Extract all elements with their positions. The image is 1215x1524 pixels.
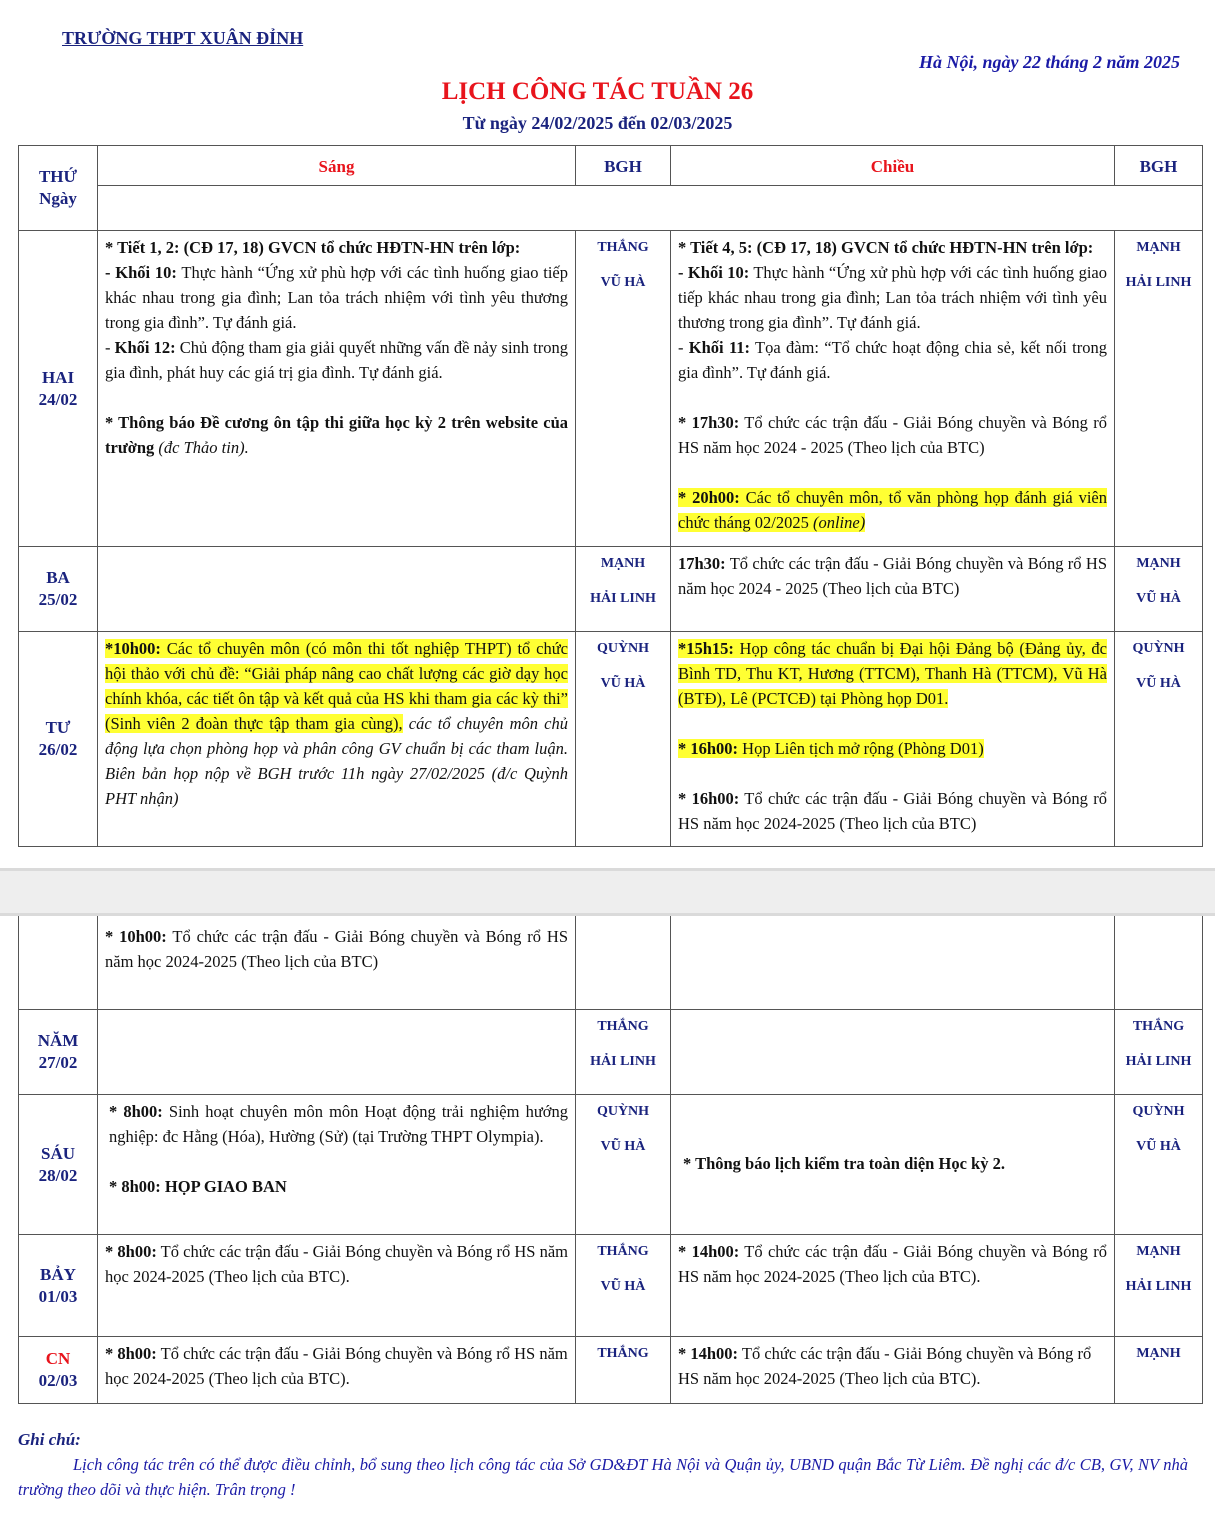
sat-m1-label: * 8h00: [105,1242,157,1261]
bgh-name: VŨ HÀ [600,1279,646,1294]
fri-morning [97,1094,576,1235]
mon-bgh-afternoon [1114,230,1203,547]
bgh-name: THẮNG [1132,1019,1185,1034]
fri-m2: * 8h00: HỌP GIAO BAN [109,1177,287,1196]
day-name: TƯ [45,718,71,737]
tue-bgh-afternoon [1114,546,1203,632]
wed-m2-label: * 10h00: [105,927,167,946]
fri-afternoon [670,1094,1115,1235]
mon-afternoon [670,230,1115,547]
header-bgh-morning: BGH [575,145,671,186]
bgh-name: HẢI LINH [1125,275,1192,290]
bgh-name: VŨ HÀ [600,676,646,691]
day-sat [18,1234,98,1337]
mon-a4: Tổ chức các trận đấu - Giải Bóng chuyền và Bóng rổ HS năm học 2024 - 2025 (Theo lịch của BTC) [678,413,1107,457]
bgh-name: QUỲNH [596,1104,650,1119]
day-date: 24/02 [38,389,78,409]
page-subtitle: Từ ngày 24/02/2025 đến 02/03/2025 [462,113,733,133]
day-fri [18,1094,98,1235]
wed-afternoon [670,631,1115,847]
mon-m3-dash: - [105,338,115,357]
mon-m3-label: Khối 12: [114,338,176,357]
bgh-name: HẢI LINH [1125,1279,1192,1294]
wed-cont-bgh-morning [575,916,671,1010]
sun-morning [97,1336,576,1404]
mon-a4-label: * 17h30: [678,413,740,432]
wed-m1-note: các tổ chuyên môn chủ động lựa chọn phòng họp và phân công GV chuẩn bị các tham luận. Biên bản họp nộp về BGH trước 11h ngày 27/02/2025 (đ/c Quỳnh PHT nhận) [105,714,568,808]
wed-a2: Họp Liên tịch mở rộng (Phòng D01) [738,739,984,758]
mon-a5: Các tổ chuyên môn, tổ văn phòng họp đánh giá viên chức tháng 02/2025 [678,488,1108,532]
day-tue [18,546,98,632]
wed-m2: Tổ chức các trận đấu - Giải Bóng chuyền và Bóng rổ HS năm học 2024-2025 (Theo lịch của BTC) [105,927,569,971]
bgh-name: MẠNH [600,556,646,571]
bgh-name: MẠNH [1136,1244,1181,1259]
bgh-name: VŨ HÀ [1136,676,1181,691]
bgh-name: VŨ HÀ [600,275,646,290]
wed-bgh-afternoon [1114,631,1203,847]
header-day-label: THỨ [38,167,78,186]
wed-a3: Tổ chức các trận đấu - Giải Bóng chuyền và Bóng rổ HS năm học 2024-2025 (Theo lịch của BTC) [678,789,1107,833]
wed-bgh-morning [575,631,671,847]
sat-m1: Tổ chức các trận đấu - Giải Bóng chuyền và Bóng rổ HS năm học 2024-2025 (Theo lịch của BTC). [105,1242,569,1286]
school-name: TRƯỜNG THPT XUÂN ĐỈNH [62,28,304,48]
thu-bgh-afternoon [1114,1009,1203,1095]
day-date: 25/02 [38,590,78,609]
sat-bgh-morning [575,1234,671,1337]
mon-a2: Thực hành “Ứng xử phù hợp với các tình huống giao tiếp khác nhau trong gia đình; Lan tỏa trách nhiệm với tình yêu thương trong gia đình”. Tự đánh giá. [678,263,1107,332]
wed-m1-label: *10h00: [105,639,161,658]
day-name: SÁU [40,1143,75,1163]
page-break [0,868,1215,916]
sun-bgh-afternoon [1114,1336,1203,1404]
bgh-name: THẮNG [597,1346,649,1361]
bgh-name: THẮNG [597,240,649,255]
mon-m4-note: (đc Thảo tin). [154,438,249,457]
mon-bgh-morning [575,230,671,547]
bgh-name: VŨ HÀ [600,1139,646,1154]
wed-morning [97,631,576,847]
wed-a1: Họp công tác chuẩn bị Đại hội Đảng bộ (Đảng ủy, đc Bình TD, Thu KT, Hương (TTCM), Thanh Hà (TTCM), Vũ Hà (BTĐ), Lê (PCTCĐ) tại Phòng họp D01. [678,639,1107,708]
bgh-name: QUỲNH [1132,1104,1185,1119]
day-mon [18,230,98,547]
day-name: HAI [41,367,75,387]
wed-a1-label: *15h15: [678,639,734,658]
header-morning: Sáng [97,145,576,186]
date-line: Hà Nội, ngày 22 tháng 2 năm 2025 [918,52,1180,72]
sun-m1-label: * 8h00: [105,1344,157,1363]
sun-afternoon [670,1336,1115,1404]
day-date: 01/03 [38,1286,78,1306]
bgh-name: MẠNH [1136,240,1181,255]
wed-a2-label: * 16h00: [678,739,739,758]
bgh-name: THẮNG [597,1019,649,1034]
mon-a5-label: * 20h00: [678,488,740,507]
bgh-name: HẢI LINH [1125,1054,1192,1069]
wed-cont-bgh-afternoon [1114,916,1203,1010]
wed-a3-label: * 16h00: [678,789,740,808]
mon-m2-label: - Khối 10: [105,263,177,282]
wed-cont-afternoon [670,916,1115,1010]
bgh-name: VŨ HÀ [1136,1139,1181,1154]
day-name: NĂM [37,1031,79,1050]
mon-m4: * Thông báo Đề cương ôn tập thi giữa học kỳ 2 trên website của trường [105,413,568,457]
mon-m1: * Tiết 1, 2: (CĐ 17, 18) GVCN tổ chức HĐTN-HN trên lớp: [105,238,521,257]
day-date: 02/03 [38,1371,78,1390]
sun-a1: Tổ chức các trận đấu - Giải Bóng chuyền và Bóng rổ HS năm học 2024-2025 (Theo lịch của BTC). [678,1344,1092,1388]
header-date-label: Ngày [39,189,77,208]
day-date: 27/02 [38,1053,78,1072]
mon-a5-note: (online) [812,513,866,532]
sat-afternoon [670,1234,1115,1337]
fri-m1-label: * 8h00: [109,1102,163,1121]
day-sun [18,1336,98,1404]
bgh-name: THẮNG [597,1244,649,1259]
mon-morning [97,230,576,547]
tue-a1: Tổ chức các trận đấu - Giải Bóng chuyền và Bóng rổ HS năm học 2024 - 2025 (Theo lịch của BTC) [678,554,1107,598]
sat-a1: Tổ chức các trận đấu - Giải Bóng chuyền và Bóng rổ HS năm học 2024-2025 (Theo lịch của BTC). [678,1242,1107,1286]
thu-morning [97,1009,576,1095]
header-afternoon: Chiều [670,145,1115,186]
mon-a2-label: - Khối 10: [678,263,750,282]
day-date: 28/02 [38,1165,78,1185]
fri-m1: Sinh hoạt chuyên môn môn Hoạt động trải nghiệm hướng nghiệp: đc Hằng (Hóa), Hường (Sử) (tại Trường THPT Olympia). [109,1102,568,1146]
thu-bgh-morning [575,1009,671,1095]
header-bgh-afternoon: BGH [1114,145,1203,186]
header-day [18,145,98,231]
day-name: BẢY [40,1264,76,1284]
bgh-name: QUỲNH [596,641,650,656]
sun-bgh-morning [575,1336,671,1404]
day-wed [18,631,98,847]
bgh-name: MẠNH [1136,1346,1181,1361]
day-name: BA [46,568,70,587]
mon-a1: * Tiết 4, 5: (CĐ 17, 18) GVCN tổ chức HĐTN-HN trên lớp: [678,238,1094,257]
wed-m1: Các tổ chuyên môn (có môn thi tốt nghiệp THPT) tổ chức hội thảo với chủ đề: “Giải pháp nâng cao chất lượng các giờ dạy học chính khóa, các tiết ôn tập và kết quả của HS khi tham gia các kỳ thi” (Sinh viên 2 đoàn thực tập tham gia cùng), [105,639,568,733]
day-name: CN [45,1349,71,1368]
mon-m3: Chủ động tham gia giải quyết những vấn đề nảy sinh trong gia đình, phát huy các giá trị gia đình. Tự đánh giá. [105,338,569,382]
thu-afternoon [670,1009,1115,1095]
day-date: 26/02 [38,740,78,759]
sat-morning [97,1234,576,1337]
note-title: Ghi chú: [18,1430,81,1449]
note-text: Lịch công tác trên có thể được điều chỉnh, bổ sung theo lịch công tác của Sở GD&ĐT Hà Nội và Quận ủy, UBND quận Bắc Từ Liêm. Đề nghị các đ/c CB, GV, NV nhà trường theo dõi và thực hiện. Trân trọng ! [18,1455,1188,1499]
bgh-name: MẠNH [1136,556,1181,571]
tue-bgh-morning [575,546,671,632]
wed-cont-morning [97,916,576,1010]
sat-a1-label: * 14h00: [678,1242,740,1261]
wed-cont-day [18,916,98,1010]
mon-a3-label: Khối 11: [688,338,751,357]
bgh-name: HẢI LINH [590,591,656,606]
sun-m1: Tổ chức các trận đấu - Giải Bóng chuyền và Bóng rổ HS năm học 2024-2025 (Theo lịch của BTC). [105,1344,568,1388]
tue-afternoon [670,546,1115,632]
mon-a3-dash: - [678,338,689,357]
bgh-name: VŨ HÀ [1136,591,1181,606]
header-spacer [97,185,1203,231]
sun-a1-label: * 14h00: [678,1344,739,1363]
tue-morning [97,546,576,632]
mon-a3: Tọa đàm: “Tổ chức hoạt động chia sẻ, kết nối trong gia đình”. Tự đánh giá. [678,338,1107,382]
page-title: LỊCH CÔNG TÁC TUẦN 26 [441,78,754,105]
fri-bgh-afternoon [1114,1094,1203,1235]
tue-a1-label: 17h30: [678,554,726,573]
fri-a1: * Thông báo lịch kiểm tra toàn diện Học kỳ 2. [683,1154,1005,1173]
bgh-name: QUỲNH [1132,641,1185,656]
sat-bgh-afternoon [1114,1234,1203,1337]
mon-m2: Thực hành “Ứng xử phù hợp với các tình huống giao tiếp khác nhau trong gia đình; Lan tỏa trách nhiệm với tình yêu thương trong gia đình”. Tự đánh giá. [105,263,568,332]
day-thu [18,1009,98,1095]
fri-bgh-morning [575,1094,671,1235]
bgh-name: HẢI LINH [590,1054,656,1069]
